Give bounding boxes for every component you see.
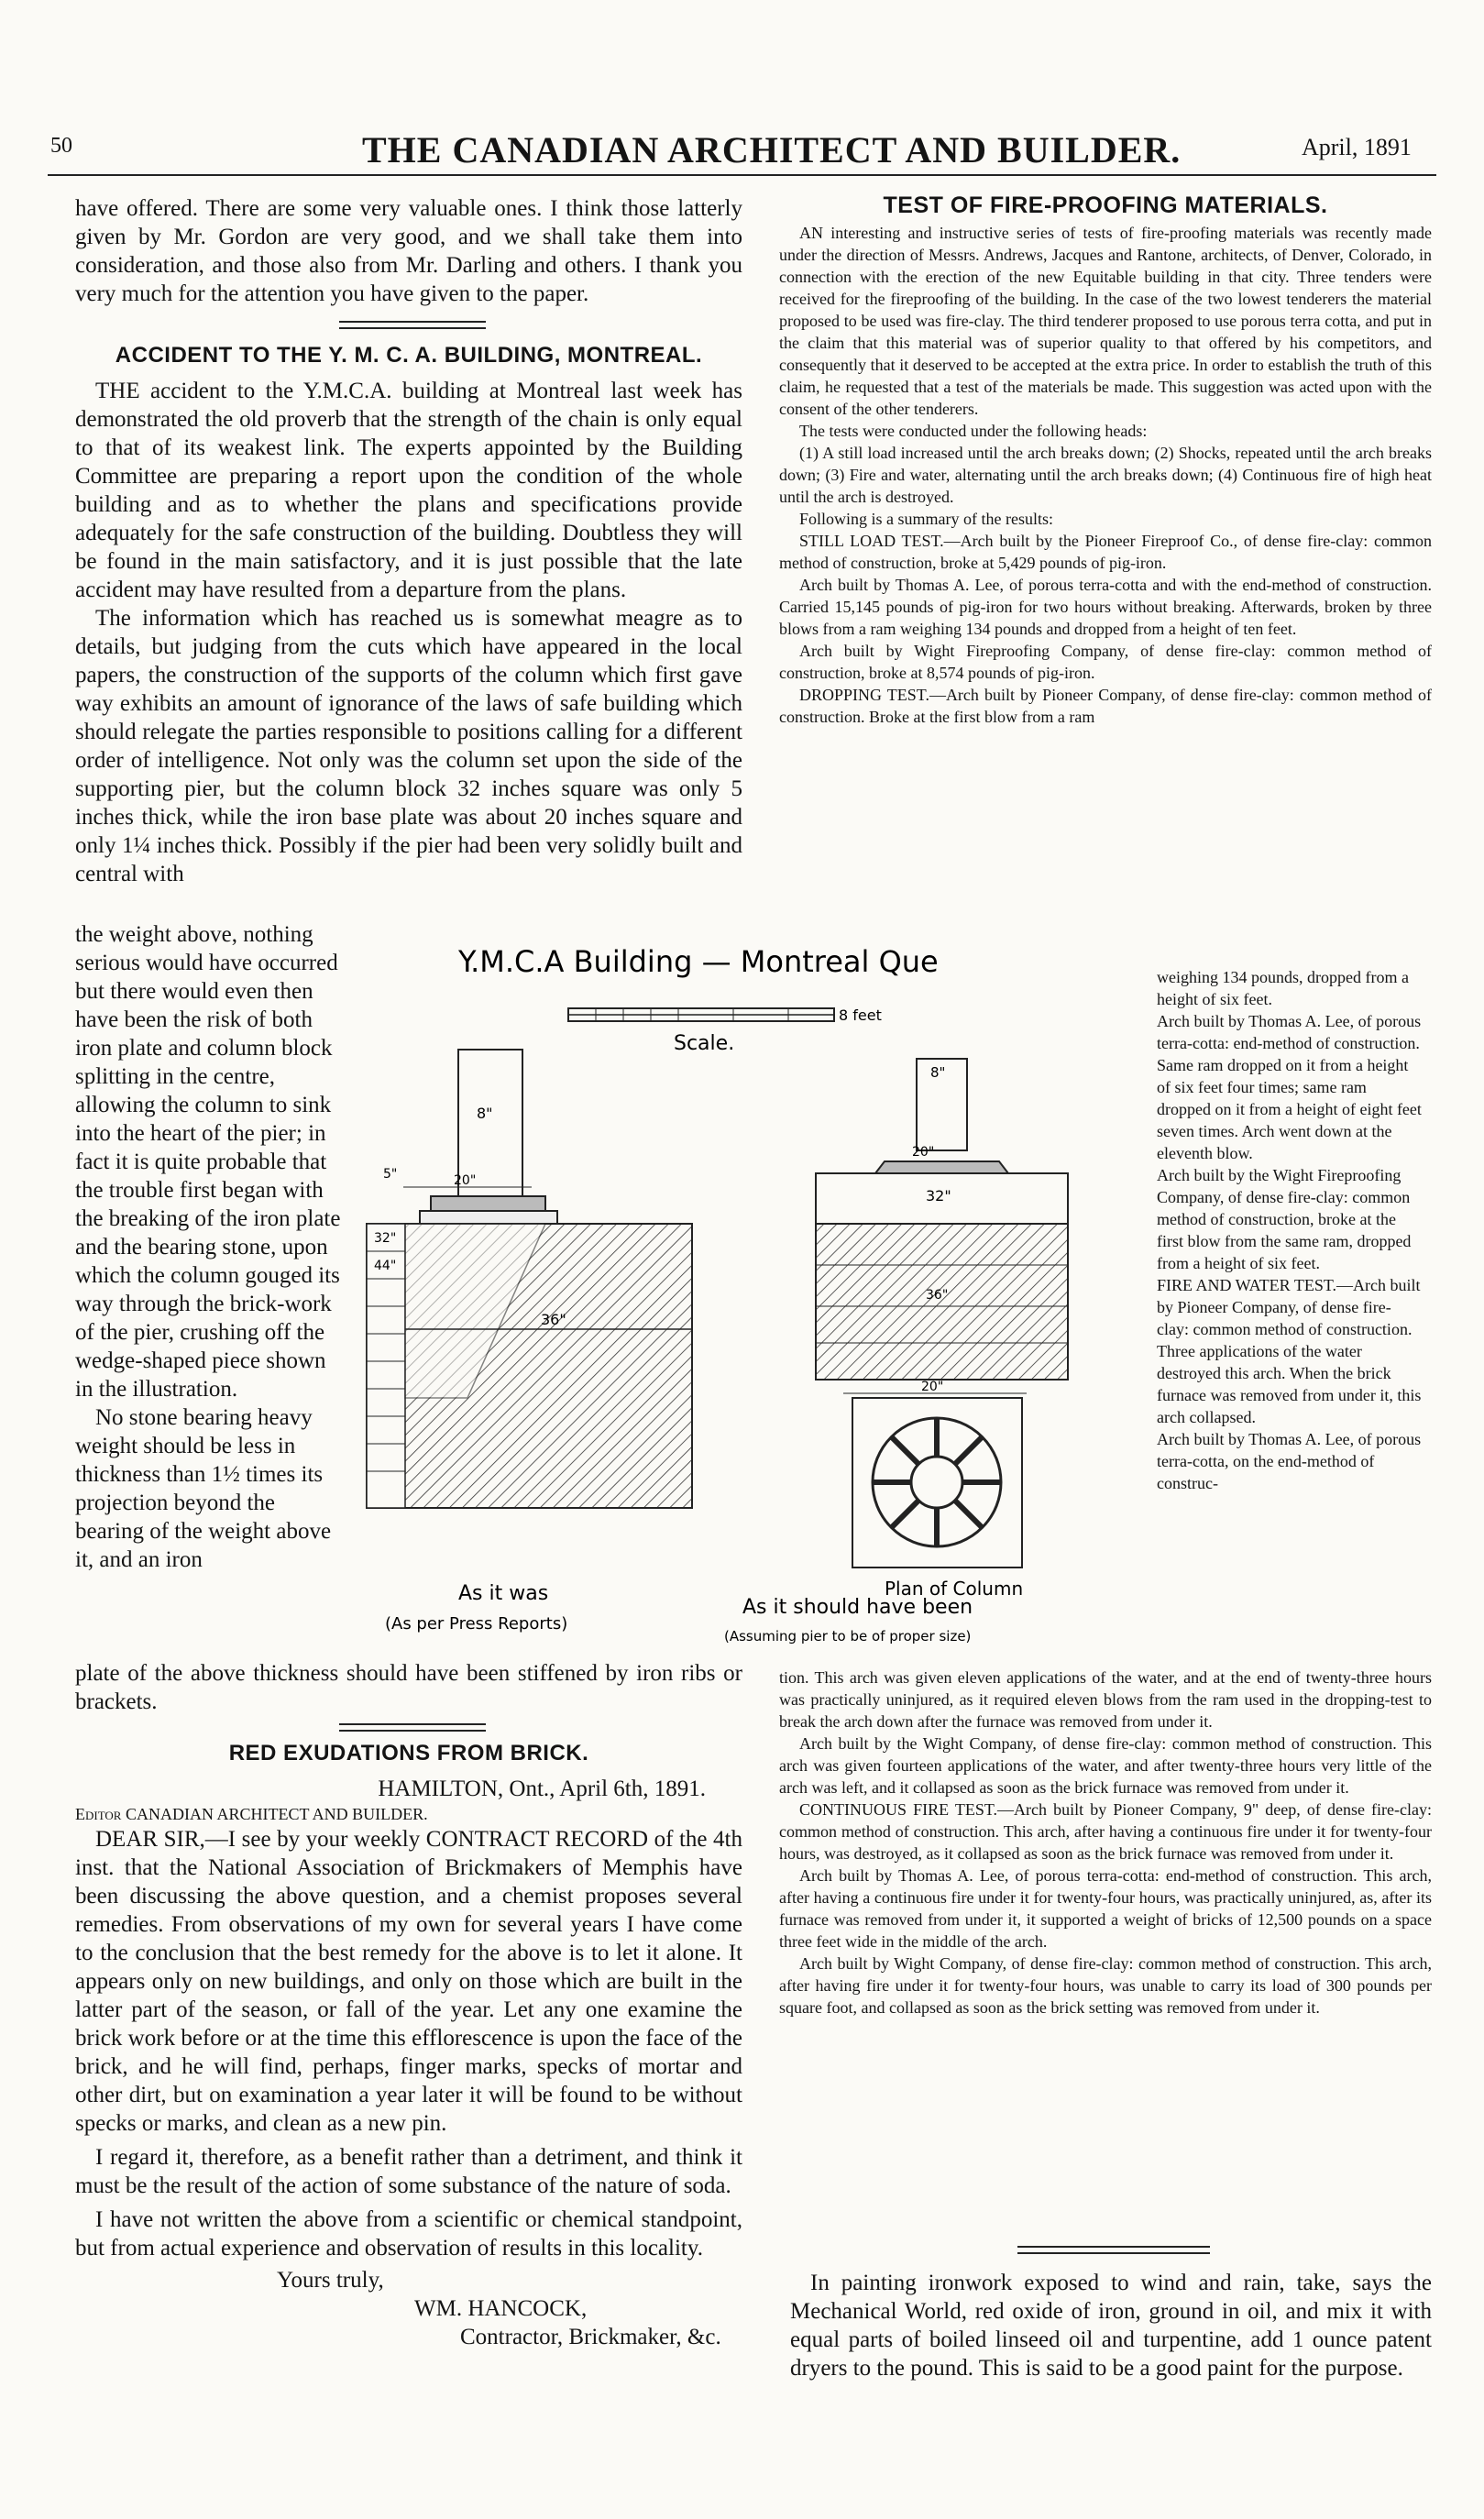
ymca-paragraph-5: plate of the above thickness should have been stiffened by iron ribs or brackets. bbox=[75, 1661, 742, 1714]
pier-depth-label: 44" bbox=[374, 1259, 397, 1273]
section-divider bbox=[339, 321, 486, 329]
issue-date: April, 1891 bbox=[1302, 134, 1412, 160]
figure-title: Y.M.C.A Building — Montreal Que bbox=[458, 944, 939, 979]
paint-paragraph: In painting ironwork exposed to wind and rain, take, says the Mechanical World, red oxide of iron, ground in oil, and mix it with equal parts of boiled linseed oil and turpentine, add 1 ounce patent dryers to the pound. This is said to be a good paint for the purpose. bbox=[790, 2271, 1432, 2381]
fireproof-article bbox=[779, 194, 1432, 728]
section-divider bbox=[1017, 2246, 1210, 2254]
test-paragraph-4: Following is a summary of the results: bbox=[799, 510, 1053, 528]
ymca-paragraph-3: the weight above, nothing serious would have occurred but there would even then have been the risk of both iron plate and column block splitting in the centre, allowing the column to sink into the heart of the pier; in fact it is quite probable that the trouble first began with the breaking of the iron plate and the bearing stone, upon which the column gouged its way through the brick-work of the pier, crushing off the wedge-shaped piece shown in the illustration. bbox=[75, 922, 341, 1402]
ymca-paragraph-1: THE accident to the Y.M.C.A. building at Montreal last week has demonstrated the old proverb that the strength of the chain is only equal to that of its weakest link. The experts appointed by the Building Committee are preparing a report upon the condition of the whole building and as to whether the plans and specifications provide adequately for the safe construction of the building. Doubtless they will be found in the main satisfactory, and it is just possible that the late accident may have resulted from a departure from the plans. bbox=[75, 379, 742, 602]
section-divider bbox=[339, 1723, 486, 1732]
pier-width-label: 36" bbox=[541, 1311, 566, 1328]
ymca-article bbox=[75, 341, 742, 888]
column-width-label-right: 8" bbox=[930, 1064, 946, 1081]
test-paragraph-11: CONTINUOUS FIRE TEST.—Arch built by Pioneer Company, 9" deep, of dense fire-clay: common method of construction. This arch, after having a continuous fire under it for twenty-four hours, was destroyed, as it collapsed as soon as the brick furnace was removed from under it. bbox=[779, 1800, 1432, 1863]
drawing-as-it-was bbox=[367, 1050, 692, 1508]
red-addressee: Editor CANADIAN ARCHITECT AND BUILDER. bbox=[75, 1805, 428, 1823]
test-paragraph-3: (1) A still load increased until the arch breaks down; (2) Shocks, repeated until the arch breaks down; (3) Fire and water, alternating until the arch breaks down; (4) Continuous fire of high heat until the arch is destroyed. bbox=[779, 444, 1432, 506]
caption-press-reports: (As per Press Reports) bbox=[385, 1614, 568, 1634]
caption-as-it-was: As it was bbox=[458, 1582, 549, 1605]
block-thickness-label: 5" bbox=[383, 1167, 398, 1182]
red-exudations-article bbox=[75, 1739, 742, 2351]
plan-of-column-label: Plan of Column bbox=[885, 1578, 1024, 1600]
signature-name: WM. HANCOCK, bbox=[414, 2296, 588, 2321]
signature-closing: Yours truly, bbox=[277, 2268, 384, 2293]
test-paragraph-7: Arch built by Wight Fireproofing Company, of dense fire-clay: common method of construction, broke at 8,574 pounds of pig-iron. bbox=[779, 642, 1432, 682]
caption-proper-size: (Assuming pier to be of proper size) bbox=[724, 1628, 972, 1644]
ymca-heading: ACCIDENT TO THE Y. M. C. A. BUILDING, MONTREAL. bbox=[115, 343, 703, 368]
column-width-label: 8" bbox=[477, 1105, 493, 1122]
bearing-stone-label: 32" bbox=[926, 1187, 951, 1204]
ymca-column-figure bbox=[348, 921, 1160, 1650]
paint-note bbox=[790, 2269, 1432, 2382]
ymca-paragraph-2: The information which has reached us is somewhat meagre as to details, but judging from the cuts which have appeared in the local papers, the construction of the supports of the column which first gave way exhibits an amount of ignorance of the laws of safe building which should relegate the parties responsible to positions calling for a different order of intelligence. Not only was the column set upon the side of the supporting pier, but the column block 32 inches square was only 5 inches thick, while the iron base plate was about 20 inches square and only 1¼ inches thick. Possibly if the pier had been very solidly built and central with bbox=[75, 606, 742, 886]
signature-title: Contractor, Brickmaker, &c. bbox=[460, 2325, 721, 2349]
pier-offset-label: 32" bbox=[374, 1231, 397, 1246]
plate-width-label-right: 20" bbox=[912, 1145, 935, 1160]
test-paragraph-8: DROPPING TEST.—Arch built by Pioneer Company, of dense fire-clay: common method of construction. Broke at the first blow from a ram bbox=[779, 686, 1432, 726]
masthead-title: THE CANADIAN ARCHITECT AND BUILDER. bbox=[362, 129, 1182, 170]
plan-width-label: 20" bbox=[921, 1380, 944, 1394]
test-paragraph-1: AN interesting and instructive series of tests of fire-proofing materials was recently made under the direction of Messrs. Andrews, Jacques and Rantone, architects, of Denver, Colorado, in connection with the erection of the new Equitable building in that city. Three tenders were received for the fireproofing of the building. In the case of the two lowest tenderers the material proposed to be used was fire-clay. The third tenderer proposed to use porous terra cotta, and put in the claim that this material was of superior quality to that offered by his competitors, and consequently that it deserved to be accepted at the extra price. In order to establish the truth of this claim, he requested that a test of the materials be made. This suggestion was acted upon with the consent of the other tenderers. bbox=[779, 224, 1432, 418]
test-paragraph-12: Arch built by Thomas A. Lee, of porous terra-cotta: end-method of construction. This arch, after having a continuous fire under it for twenty-four hours, was practically uninjured, as, after its furnace was removed from under it, it supported a weight of bricks of 12,500 pounds on a space three feet wide in the middle of the arch. bbox=[779, 1866, 1432, 1951]
red-paragraph-2: I regard it, therefore, as a benefit rather than a detriment, and think it must be the result of the action of some substance of the nature of soda. bbox=[75, 2145, 742, 2198]
intro-paragraph: have offered. There are some very valuable ones. I think those latterly given by Mr. Gordon are very good, and we shall take them into consideration, and those also from Mr. Darling and others. I thank you very much for the attention you have given to the paper. bbox=[75, 196, 742, 306]
plate-width-label: 20" bbox=[454, 1173, 477, 1188]
fireproof-article-continued bbox=[779, 1666, 1432, 2018]
test-paragraph-9: tion. This arch was given eleven applications of the water, and at the end of twenty-three hours was practically uninjured, as it required eleven blows from the ram used in the dropping-test to break the arch down after the furnace was removed from under it. bbox=[779, 1668, 1432, 1731]
page-number: 50 bbox=[50, 134, 72, 158]
scale-label: Scale. bbox=[674, 1032, 735, 1055]
scale-bar bbox=[568, 1006, 882, 1055]
caption-should-have-been: As it should have been bbox=[742, 1596, 973, 1619]
pier-width-label-right: 36" bbox=[926, 1288, 949, 1303]
header-rule bbox=[48, 174, 1436, 176]
test-paragraph-5: STILL LOAD TEST.—Arch built by the Pioneer Fireproof Co., of dense fire-clay: common method of construction, broke at 5,429 pounds of pig-iron. bbox=[779, 532, 1432, 572]
test-narrow-text: weighing 134 pounds, dropped from a height of six feet. Arch built by Thomas A. Lee, of porous terra-cotta: end-method of construction. Same ram dropped on it from a height of six feet four times; same ram dropped on it from a height of eight feet seven times. Arch went down at the eleventh blow. Arch built by the Wight Fireproofing Company, of dense fire-clay: common method of construction, broke at the first blow from the same ram, dropped from a height of six feet. FIRE AND WATER TEST.—Arch built by Pioneer Company, of dense fire-clay: common method of construction. Three applications of the water destroyed this arch. When the brick furnace was removed from under it, this arch collapsed. Arch built by Thomas A. Lee, of porous terra-cotta, on the end-method of construc- bbox=[1157, 968, 1422, 1492]
test-paragraph-13: Arch built by Wight Company, of dense fire-clay: common method of construction. This arch, after having fire under it for twenty-four hours, was unable to carry its load of 300 pounds per square foot, and collapsed as soon as the brick setting was removed from under it. bbox=[779, 1954, 1432, 2017]
ymca-end bbox=[75, 1659, 742, 1716]
test-paragraph-10: Arch built by the Wight Company, of dense fire-clay: common method of construction. This arch was given fourteen applications of the water, and after twenty-three hours very little of the arch was left, and it collapsed as soon as the brick furnace was removed from under it. bbox=[779, 1734, 1432, 1797]
test-paragraph-6: Arch built by Thomas A. Lee, of porous terra-cotta and with the end-method of construction. Carried 15,145 pounds of pig-iron for two hours without breaking. Afterwards, broken by three blows from a ram weighing 134 pounds and dropped from a height of ten feet. bbox=[779, 576, 1432, 638]
red-paragraph-1: DEAR SIR,—I see by your weekly CONTRACT RECORD of the 4th inst. that the National Association of Brickmakers of Memphis have been discussing the above question, and a chemist proposes several remedies. From observations of my own for several years I have come to the conclusion that the best remedy for the above is to let it alone. It appears only on new buildings, and only on those which are built in the latter part of the season, or fall of the year. Let any one examine the brick work before or at the time this efflorescence is upon the face of the brick, and he will find, perhaps, finger marks, specks of mortar and other dirt, but on examination a year later it will be found to be without specks or marks, and clean as a new pin. bbox=[75, 1827, 742, 2136]
red-paragraph-3: I have not written the above from a scientific or chemical standpoint, but from actual experience and observation of results in this locality. bbox=[75, 2207, 742, 2260]
red-heading: RED EXUDATIONS FROM BRICK. bbox=[228, 1741, 589, 1766]
scale-feet-label: 8 feet bbox=[839, 1006, 882, 1024]
left-intro bbox=[75, 194, 742, 308]
test-narrow-column bbox=[1157, 944, 1423, 1516]
ymca-narrow-column bbox=[75, 920, 346, 1574]
drawing-as-it-should-be bbox=[816, 1059, 1068, 1600]
red-dateline: HAMILTON, Ont., April 6th, 1891. bbox=[378, 1776, 706, 1801]
ymca-paragraph-4: No stone bearing heavy weight should be less in thickness than 1½ times its projection beyond the bearing of the weight above it, and an iron bbox=[75, 1405, 332, 1572]
test-heading: TEST OF FIRE-PROOFING MATERIALS. bbox=[883, 192, 1328, 218]
test-paragraph-2: The tests were conducted under the following heads: bbox=[799, 422, 1148, 440]
